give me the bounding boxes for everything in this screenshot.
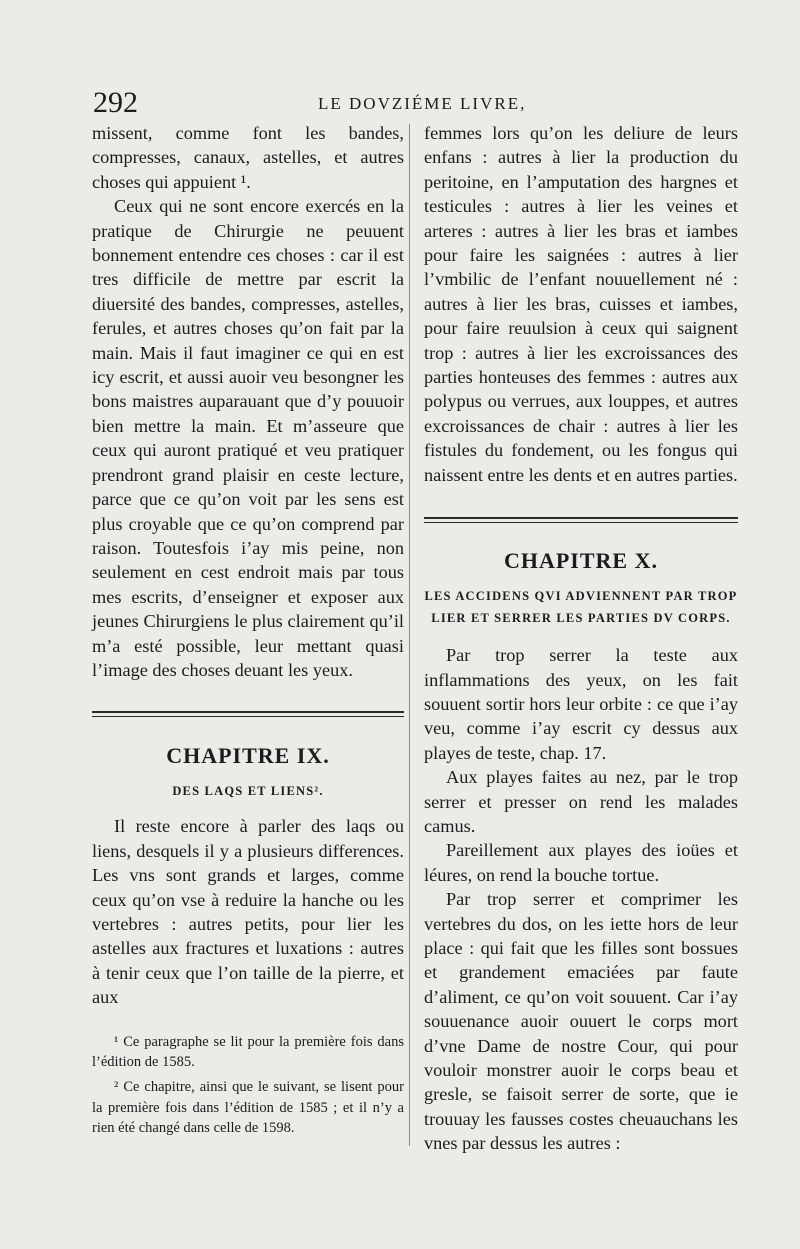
page-number: 292 bbox=[93, 86, 138, 119]
paragraph-continued: femmes lors qu’on les deliure de leurs enfans : autres à lier la production du peritoine, en l’amputation des hargnes et testicules : autres à lier les veines et arteres : autres à lier les bras et iambes pour faire les saignées : autres à lier l’vmbilic de l’enfant nouuellement né : autres à lier les bras, cuisses et iambes, pour faire reuulsion à ceux qui saignent trop : autres à lier les excroissances des parties honteuses des femmes : autres aux polypus ou verrues, aux louppes, et autres excroissances de chair : autres à lier les fistules du fondement, ou les fongus qui naissent entre les dents et en autres parties. bbox=[424, 123, 738, 485]
chapter-title: CHAPITRE IX. bbox=[166, 743, 330, 769]
left-column bbox=[92, 121, 404, 1139]
paragraph: Pareillement aux playes des ioües et léures, on rend la bouche tortue. bbox=[424, 840, 738, 885]
header-title: LE DOVZIÉME LIVRE, bbox=[318, 94, 527, 113]
chapter-subtitle-line-1: LES ACCIDENS QVI ADVIENNENT PAR TROP bbox=[424, 589, 738, 604]
section-rule bbox=[92, 711, 404, 717]
chapter-subtitle-line-2: LIER ET SERRER LES PARTIES DV CORPS. bbox=[431, 611, 731, 626]
paragraph: Par trop serrer et comprimer les vertebres du dos, on les iette hors de leur place : qui fait que les filles sont bossues et grandement emaciées par faute d’aliment, ce qu’on voit souuent. Car i’ay souuenance auoir ouuert le corps mort d’vne Dame de nostre Cour, qui pour vouloir monstrer auoir le corps beau et gresle, se faisoit serrer de sorte, que ie trouuay les fausses costes cheuauchans les vnes par dessus les autres : bbox=[424, 889, 738, 1154]
paragraph: Ceux qui ne sont encore exercés en la pratique de Chirurgie ne peuuent bonnement entendre ces choses : car il est tres difficile de mettre par escrit la diuersité des bandes, compresses, astelles, ferules, et autres choses qu’on fait par la main. Mais il faut imaginer ce qui en est icy escrit, et aussi auoir veu besongner les bons maistres auparauant que d’y pouuoir bien mettre la main. Et m’asseure que ceux qui auront pratiqué et veu pratiquer prendront grand plaisir en ceste lecture, parce que ce qu’on voit par les sens est plus croyable que ce qu’on comprend par raison. Toutesfois i’ay mis peine, non seulement en cest endroit mais par tous mes escrits, d’enseigner et exposer aux jeunes Chirurgiens le plus clairement qu’il m’a esté possible, leur mettant quasi l’image des choses deuant les yeux. bbox=[92, 196, 404, 680]
chapter-title: CHAPITRE X. bbox=[503, 548, 658, 574]
paragraph-continued: missent, comme font les bandes, compresses, canaux, astelles, et autres choses qui appuient ¹. bbox=[92, 123, 404, 192]
column-divider bbox=[409, 124, 410, 1146]
footnote-2: ² Ce chapitre, ainsi que le suivant, se lisent pour la première fois dans l’édition de 1585 ; et il n’y a rien été changé dans celle de 1598. bbox=[92, 1079, 404, 1137]
footnote-1: ¹ Ce paragraphe se lit pour la première fois dans l’édition de 1585. bbox=[92, 1033, 404, 1071]
running-head bbox=[93, 85, 733, 121]
paragraph: Aux playes faites au nez, par le trop serrer et presser on rend les malades camus. bbox=[424, 767, 738, 836]
chapter-subtitle: DES LAQS ET LIENS². bbox=[172, 784, 324, 799]
footnote-gap bbox=[92, 1010, 404, 1032]
section-rule bbox=[424, 517, 738, 523]
right-column bbox=[424, 121, 738, 1156]
paragraph: Par trop serrer la teste aux inflammations des yeux, on les fait souuent sortir hors leur orbite : ce que i’ay veu, comme i’ay escrit cy dessus aux playes de teste, chap. 17. bbox=[424, 645, 738, 763]
paragraph: Il reste encore à parler des laqs ou liens, desquels il y a plusieurs differences. Les vns sont grands et larges, comme ceux qu’on vse à reduire la hanche ou les vertebres : autres petits, pour lier les astelles aux fractures et luxations : autres à tenir ceux que l’on taille de la pierre, et aux bbox=[92, 816, 404, 1008]
